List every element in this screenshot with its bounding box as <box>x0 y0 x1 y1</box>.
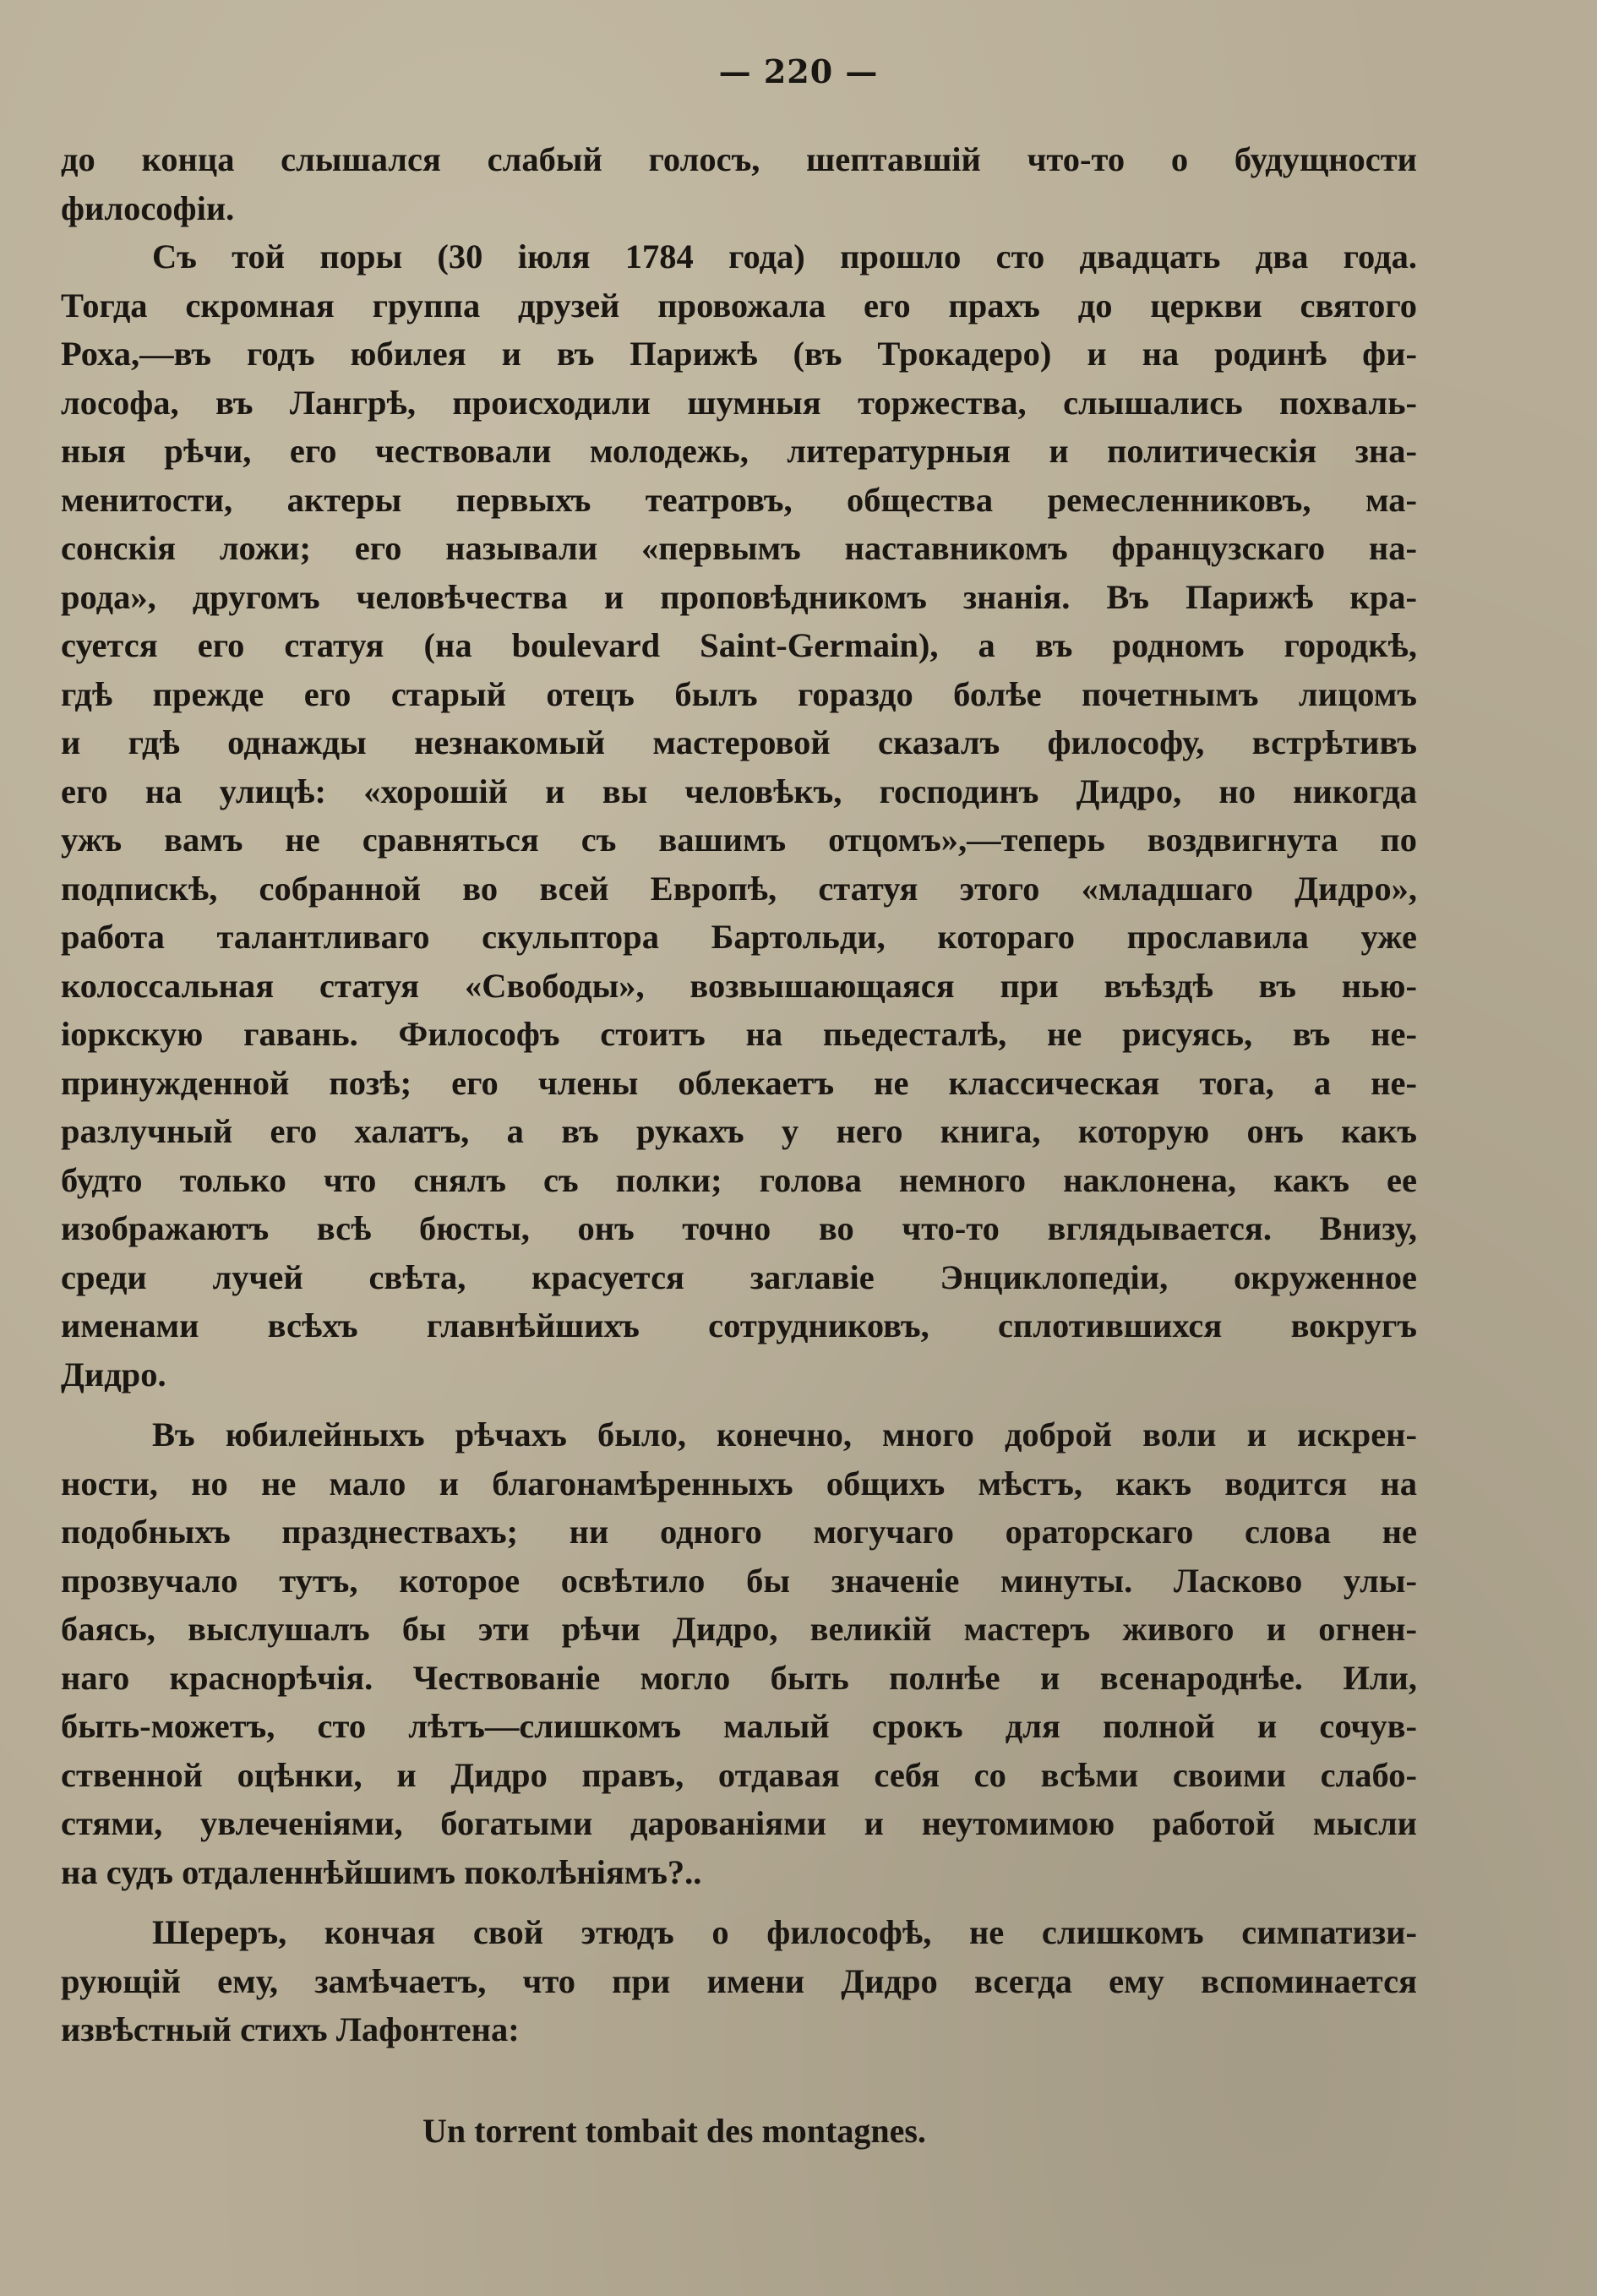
text-line: гдѣ прежде его старый отецъ былъ гораздо болѣе почетнымъ лицомъ <box>61 674 1417 713</box>
text-line: извѣстный стихъ Лафонтена: <box>61 2010 520 2048</box>
text-line: среди лучей свѣта, красуется заглавіе Энциклопедіи, окруженное <box>61 1257 1417 1296</box>
text-line: его на улицѣ: «хорошій и вы человѣкъ, господинъ Дидро, но никогда <box>61 772 1417 810</box>
page-number: — 220 — <box>718 52 879 90</box>
text-line: менитости, актеры первыхъ театровъ, общества ремесленниковъ, ма- <box>61 480 1417 519</box>
text-line: будто только что снялъ съ полки; голова немного наклонена, какъ ее <box>61 1160 1417 1199</box>
text-line: принужденной позѣ; его члены облекаетъ не классическая тога, а не- <box>61 1063 1417 1102</box>
text-line: прозвучало тутъ, которое освѣтило бы значеніе минуты. Ласково улы- <box>61 1561 1417 1600</box>
paragraph <box>61 232 1417 1399</box>
text-line: философіи. <box>61 188 235 227</box>
text-line: рующій ему, замѣчаетъ, что при имени Дидро всегда ему вспоминается <box>61 1961 1417 2000</box>
text-line: колоссальная статуя «Свободы», возвышающаяся при въѣздѣ въ нью- <box>61 966 1417 1005</box>
text-line: Шереръ, кончая свой этюдъ о философѣ, не слишкомъ симпатизи- <box>152 1913 1417 1951</box>
paragraph <box>61 1410 1417 1896</box>
text-line: наго краснорѣчія. Чествованіе могло быть полнѣе и всенароднѣе. Или, <box>61 1658 1417 1697</box>
text-line: сонскія ложи; его называли «первымъ наставникомъ французскаго на- <box>61 529 1417 567</box>
text-line: именами всѣхъ главнѣйшихъ сотрудниковъ, сплотившихся вокругъ <box>61 1306 1417 1344</box>
text-line: быть-можетъ, сто лѣтъ—слишкомъ малый срокъ для полной и сочув- <box>61 1707 1417 1745</box>
text-line: Въ юбилейныхъ рѣчахъ было, конечно, много доброй воли и искрен- <box>152 1415 1417 1453</box>
text-line: рода», другомъ человѣчества и проповѣдникомъ знанія. Въ Парижѣ кра- <box>61 577 1417 616</box>
paragraph-gap <box>61 1896 1417 1908</box>
text-line: Съ той поры (30 іюля 1784 года) прошло сто двадцать два года. <box>152 237 1417 275</box>
text-line: Роха,—въ годъ юбилея и въ Парижѣ (въ Трокадеро) и на родинѣ фи- <box>61 335 1417 373</box>
text-line: стями, увлеченіями, богатыми дарованіями и неутомимою работой мысли <box>61 1804 1417 1842</box>
paragraph-gap <box>61 1399 1417 1410</box>
text-line: на судъ отдаленнѣйшимъ поколѣніямъ?.. <box>61 1852 702 1891</box>
paragraph <box>61 135 1417 232</box>
verse-quote: Un torrent tombait des montagnes. <box>422 2112 926 2150</box>
text-line: лософа, въ Лангрѣ, происходили шумныя торжества, слышались похваль- <box>61 383 1417 422</box>
text-line: іоркскую гавань. Философъ стоитъ на пьедесталѣ, не рисуясь, въ не- <box>61 1015 1417 1053</box>
text-line: ужъ вамъ не сравняться съ вашимъ отцомъ»,—теперь воздвигнута по <box>61 821 1417 859</box>
text-line: ственной оцѣнки, и Дидро правъ, отдавая себя со всѣми своими слабо- <box>61 1755 1417 1794</box>
text-line: подпискѣ, собранной во всей Европѣ, статуя этого «младшаго Дидро», <box>61 869 1417 908</box>
text-line: ности, но не мало и благонамѣренныхъ общихъ мѣстъ, какъ водится на <box>61 1464 1417 1502</box>
text-line: до конца слышался слабый голосъ, шептавшій что-то о будущности <box>61 140 1417 178</box>
body-text <box>61 135 1417 2054</box>
text-line: Тогда скромная группа друзей провожала его прахъ до церкви святого <box>61 286 1417 324</box>
text-line: баясь, выслушалъ бы эти рѣчи Дидро, великій мастеръ живого и огнен- <box>61 1610 1417 1648</box>
text-line: подобныхъ празднествахъ; ни одного могучаго ораторскаго слова не <box>61 1513 1417 1551</box>
text-line: ныя рѣчи, его чествовали молодежь, литературныя и политическія зна- <box>61 432 1417 470</box>
text-line: Дидро. <box>61 1355 166 1393</box>
text-line: работа талантливаго скульптора Бартольди, котораго прославила уже <box>61 918 1417 956</box>
text-line: разлучный его халатъ, а въ рукахъ у него книга, которую онъ какъ <box>61 1112 1417 1150</box>
text-line: изображаютъ всѣ бюсты, онъ точно во что-то вглядывается. Внизу, <box>61 1209 1417 1247</box>
text-line: суется его статуя (на boulevard Saint-Germain), а въ родномъ городкѣ, <box>61 626 1417 664</box>
text-line: и гдѣ однажды незнакомый мастеровой сказалъ философу, встрѣтивъ <box>61 723 1417 761</box>
paragraph <box>61 1908 1417 2054</box>
